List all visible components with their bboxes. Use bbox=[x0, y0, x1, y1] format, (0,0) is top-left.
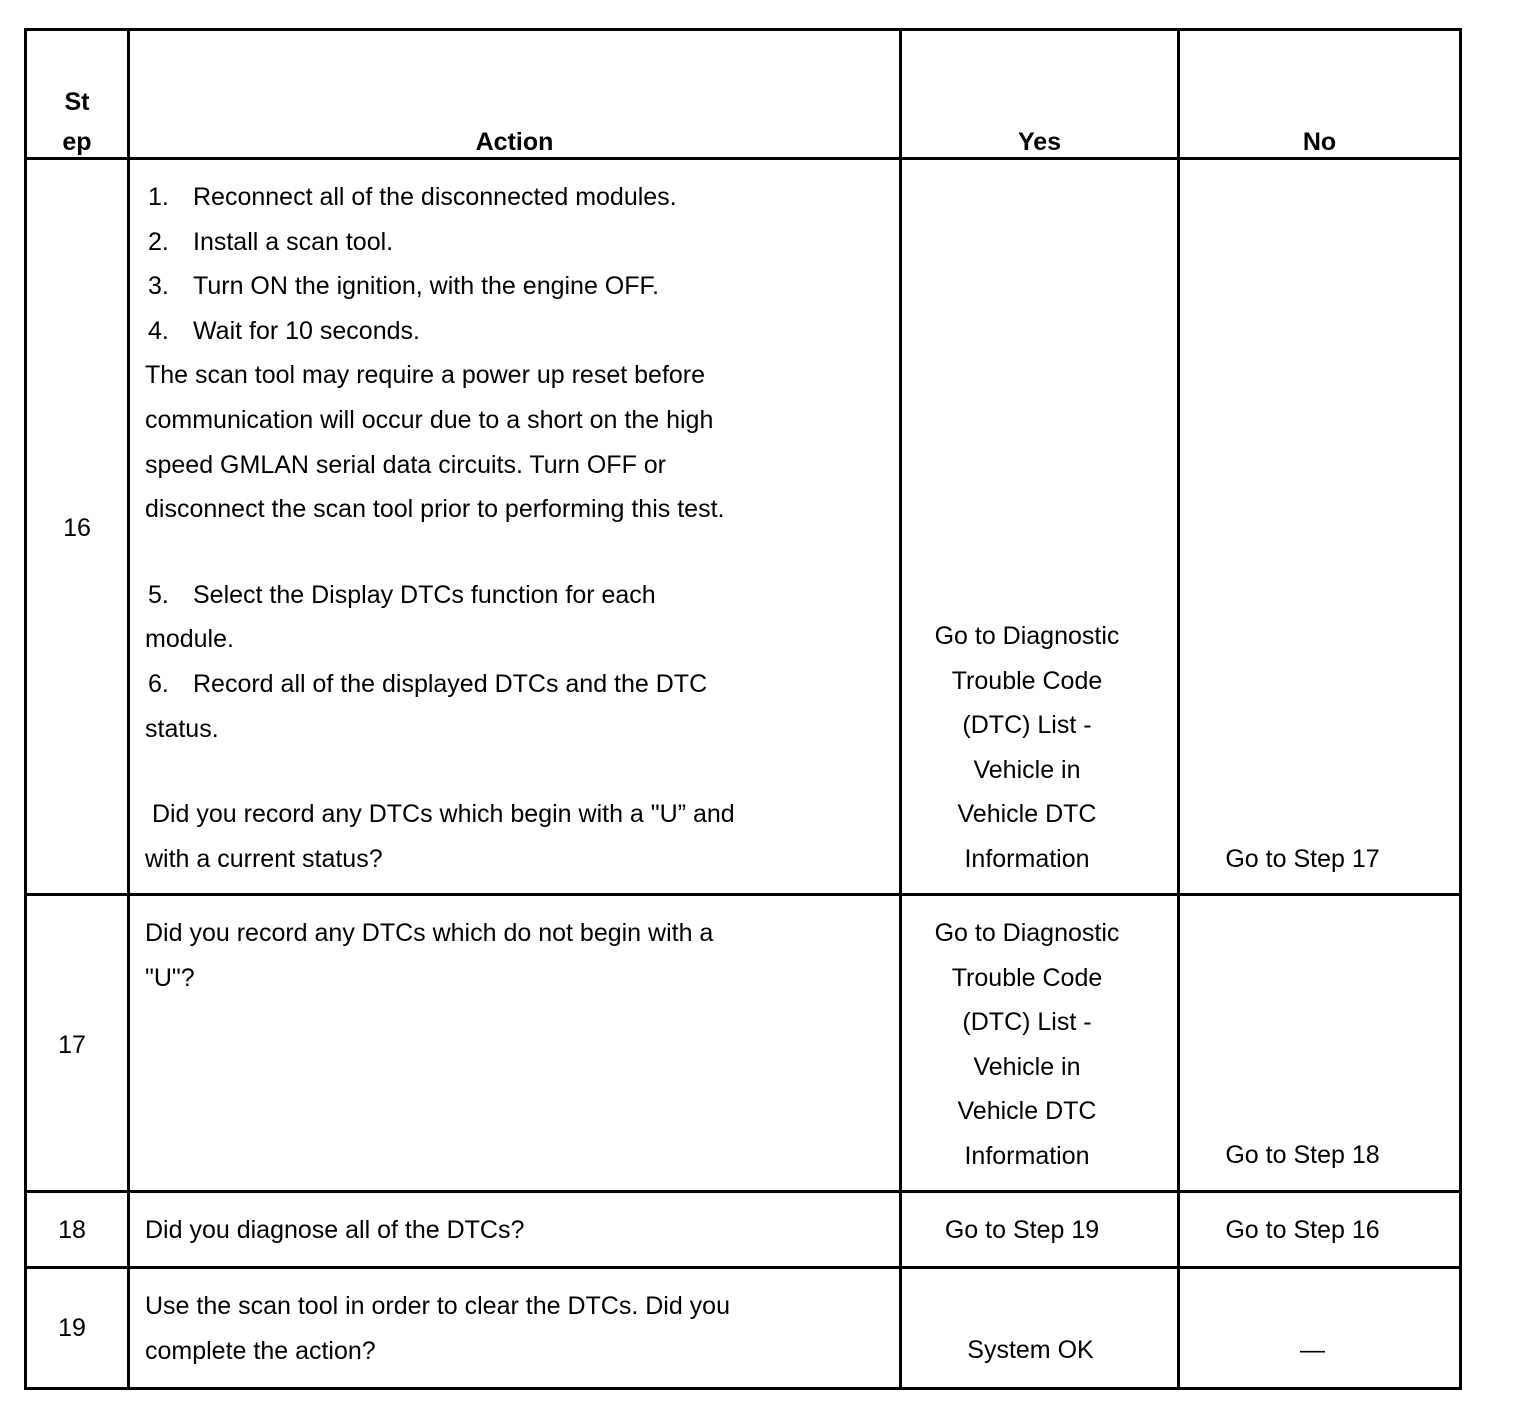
step-number: 18 bbox=[58, 1216, 86, 1244]
step-number: 17 bbox=[58, 1031, 86, 1059]
action-cell: 1. Reconnect all of the disconnected modules. 2. Install a scan tool. 3. Turn ON the ignition, with the engine OFF. 4. Wait for 10 seconds. The scan tool may require a power up reset before communication will occur due to a short on the high speed GMLAN serial data circuits. Turn OFF or disconnect the scan tool prior to performing this test. 5. Select the Display DTCs function for each module. 6. Record all of the displayed DTCs and the DTC status. Did you record any DTCs which begin with a "U” and with a current status? bbox=[145, 183, 735, 873]
action-cell: Did you record any DTCs which do not begin with a "U"? bbox=[145, 919, 714, 992]
header-no: No bbox=[1302, 128, 1337, 156]
no-cell: Go to Step 17 bbox=[1225, 845, 1380, 873]
step-number: 19 bbox=[58, 1314, 86, 1342]
yes-cell: Go to Diagnostic Trouble Code (DTC) List - Vehicle in Vehicle DTC Information bbox=[934, 622, 1120, 873]
step-number: 16 bbox=[63, 514, 91, 542]
yes-cell: System OK bbox=[967, 1336, 1094, 1364]
yes-cell: Go to Step 19 bbox=[944, 1216, 1100, 1244]
header-yes: Yes bbox=[1017, 128, 1062, 156]
no-cell: — bbox=[1300, 1336, 1325, 1364]
diagnostic-table bbox=[24, 28, 1462, 1390]
yes-cell: Go to Diagnostic Trouble Code (DTC) List - Vehicle in Vehicle DTC Information bbox=[934, 919, 1120, 1170]
no-cell: Go to Step 16 bbox=[1225, 1216, 1380, 1244]
action-cell: Use the scan tool in order to clear the DTCs. Did you complete the action? bbox=[145, 1292, 730, 1365]
no-cell: Go to Step 18 bbox=[1225, 1141, 1380, 1169]
action-cell: Did you diagnose all of the DTCs? bbox=[145, 1216, 525, 1244]
header-step: St ep bbox=[62, 88, 92, 156]
header-action: Action bbox=[475, 128, 554, 156]
